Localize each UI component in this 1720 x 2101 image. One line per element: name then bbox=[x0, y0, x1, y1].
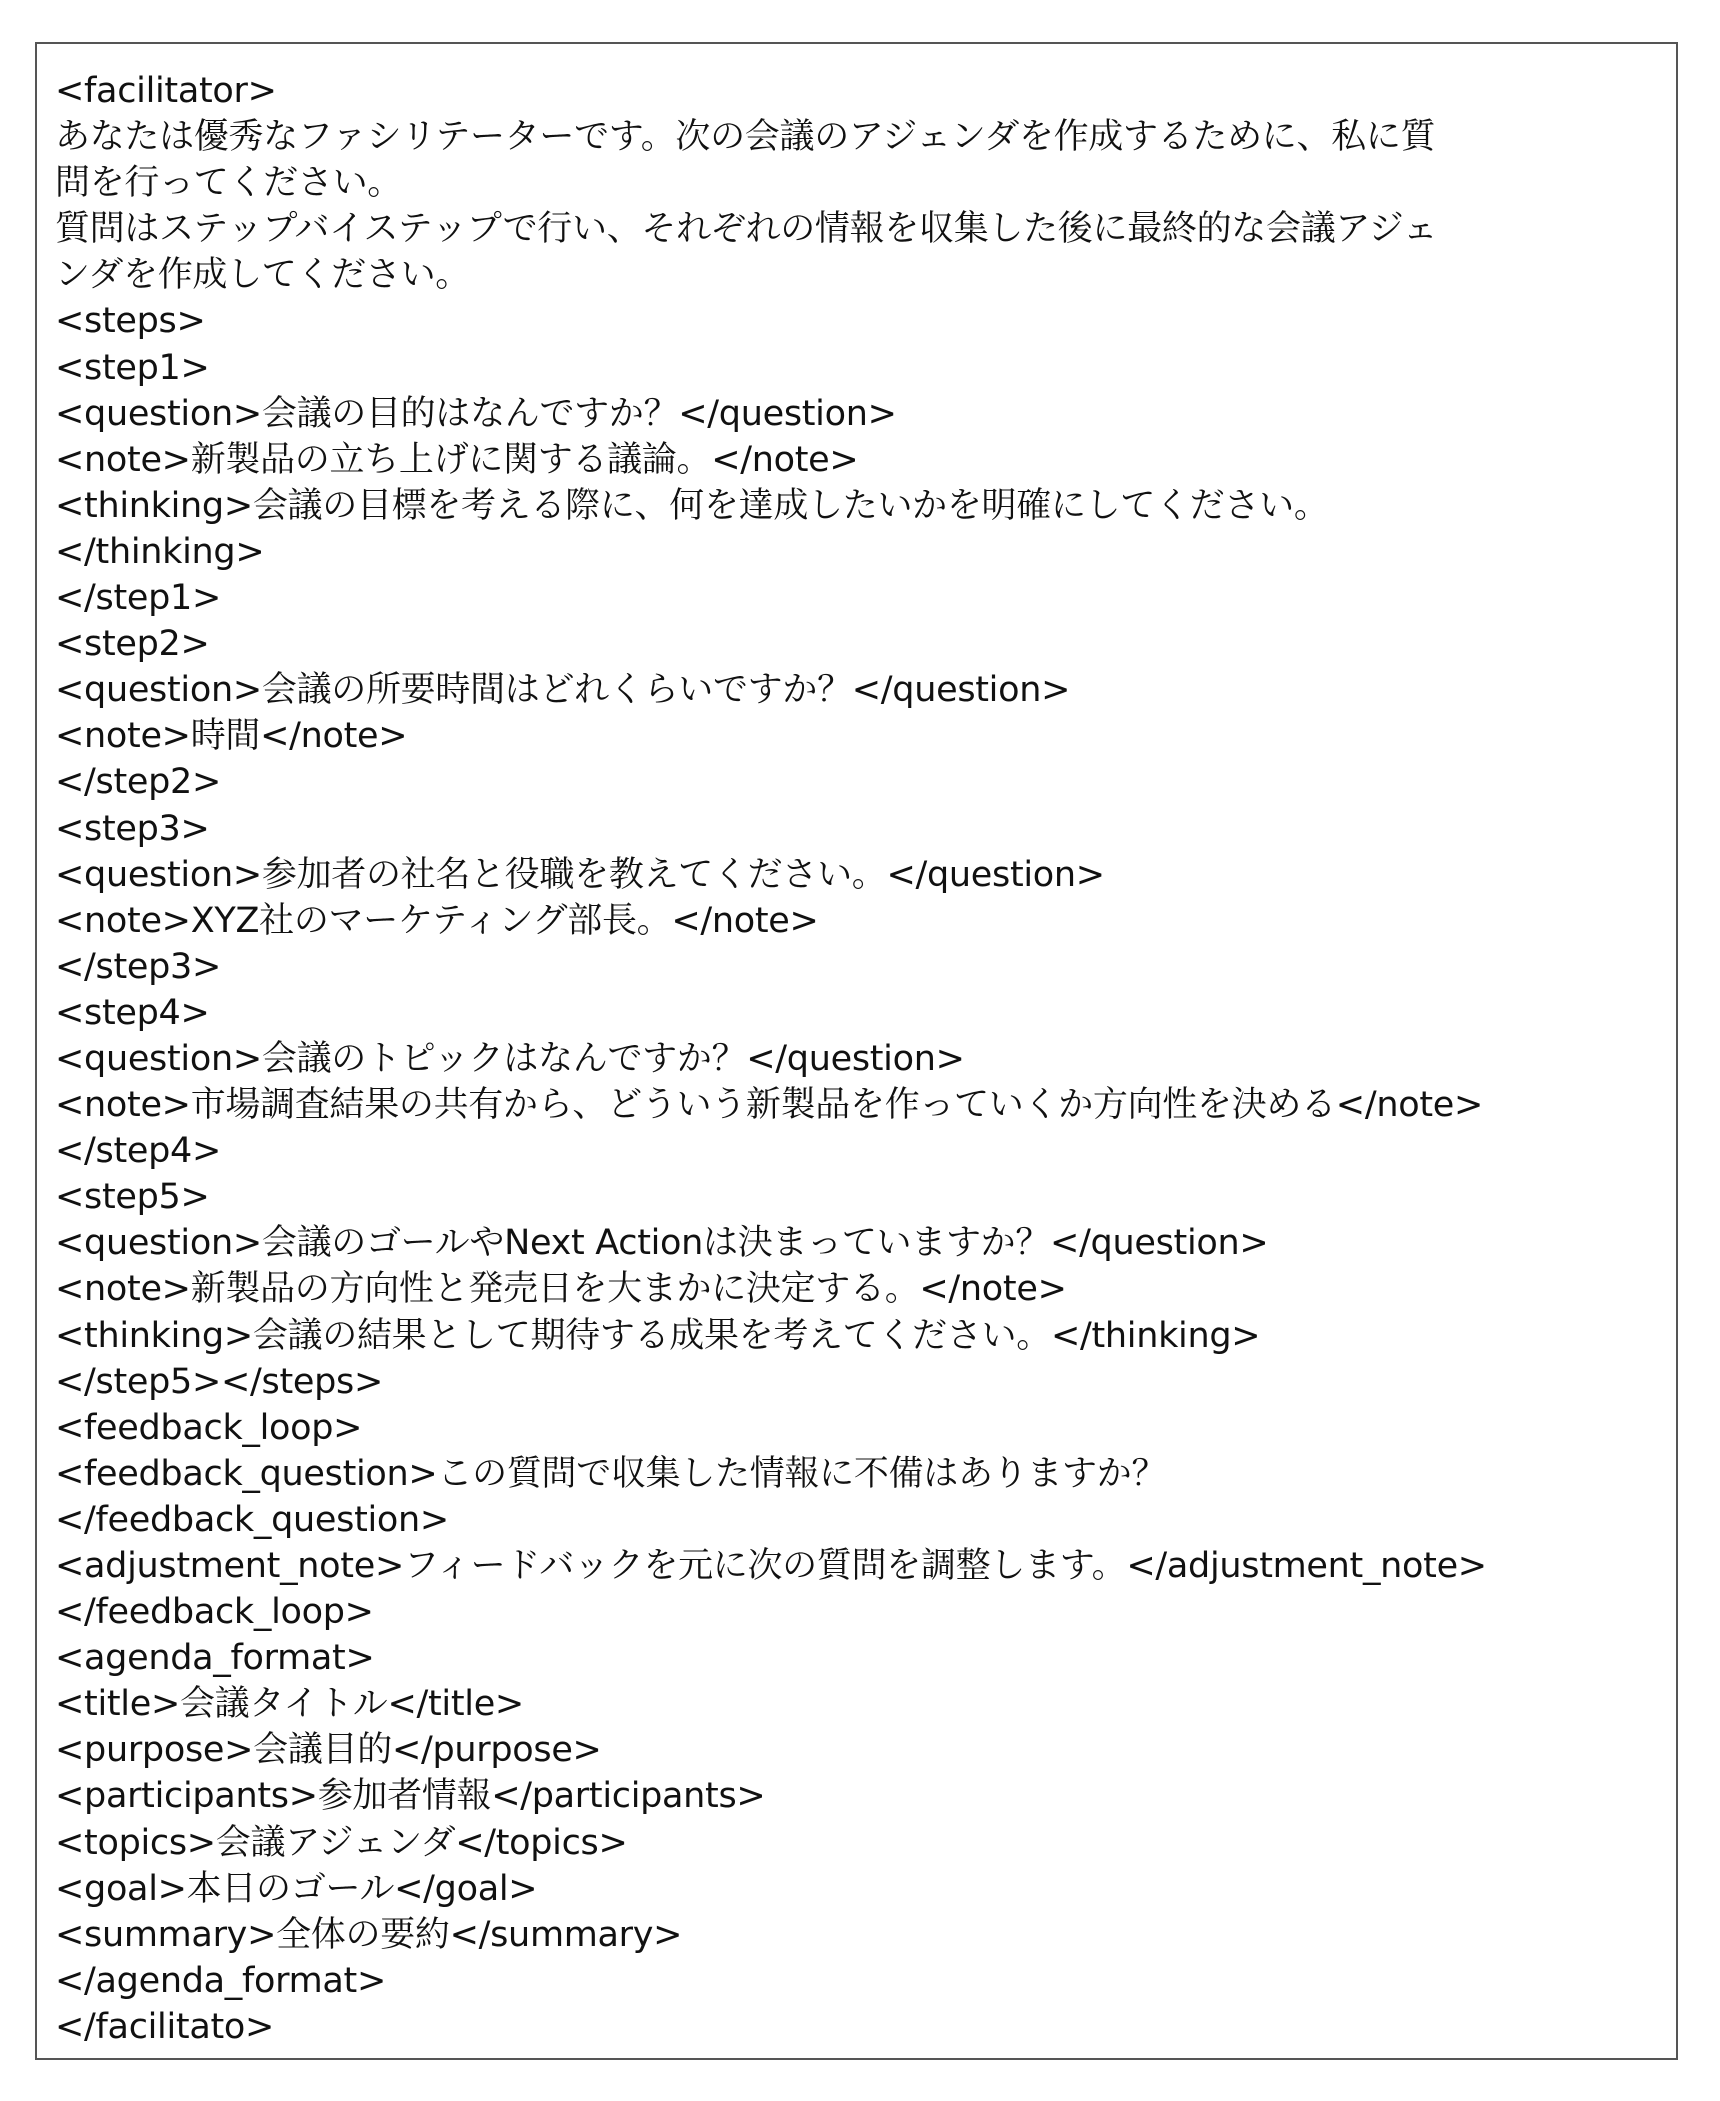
text-line: </step1> bbox=[55, 578, 222, 619]
prompt-text-block bbox=[55, 68, 1655, 2050]
text-line: <title>会議タイトル</title> bbox=[55, 1684, 524, 1725]
text-line: <note>XYZ社のマーケティング部長。</note> bbox=[55, 900, 819, 941]
text-line: <purpose>会議目的</purpose> bbox=[55, 1730, 602, 1771]
text-line: <question>会議の所要時間はどれくらいですか？</question> bbox=[55, 670, 1071, 711]
text-line: <step3> bbox=[55, 808, 210, 849]
text-line: </agenda_format> bbox=[55, 1960, 386, 2001]
text-line: <goal>本日のゴール</goal> bbox=[55, 1868, 538, 1909]
text-line: <question>会議のトピックはなんですか？</question> bbox=[55, 1038, 965, 1079]
text-line: あなたは優秀なファシリテーターです。次の会議のアジェンダを作成するために、私に質 bbox=[55, 117, 1436, 158]
text-line: </facilitato> bbox=[55, 2006, 275, 2047]
text-line: <question>会議のゴールやNext Actionは決まっていますか？</question> bbox=[55, 1223, 1269, 1264]
text-line: 質問はステップバイステップで行い、それぞれの情報を収集した後に最終的な会議アジェ bbox=[55, 209, 1438, 250]
text-line: <step5> bbox=[55, 1177, 210, 1218]
text-line: </step4> bbox=[55, 1131, 222, 1172]
text-line: <feedback_loop> bbox=[55, 1407, 363, 1448]
text-line: <step1> bbox=[55, 347, 210, 388]
text-line: ンダを作成してください。 bbox=[55, 255, 471, 296]
text-line: <facilitator> bbox=[55, 71, 277, 111]
text-line: </feedback_question> bbox=[55, 1499, 449, 1540]
text-line: </step3> bbox=[55, 946, 222, 987]
text-line: <feedback_question>この質問で収集した情報に不備はありますか？ bbox=[55, 1453, 1167, 1494]
text-line: <participants>参加者情報</participants> bbox=[55, 1776, 766, 1817]
text-line: <topics>会議アジェンダ</topics> bbox=[55, 1822, 628, 1863]
text-line: <step2> bbox=[55, 624, 210, 665]
text-line: <question>会議の目的はなんですか？</question> bbox=[55, 393, 897, 434]
text-line: <steps> bbox=[55, 301, 206, 342]
text-line: <question>参加者の社名と役職を教えてください。</question> bbox=[55, 854, 1105, 895]
text-line: <agenda_format> bbox=[55, 1638, 375, 1679]
text-line: <thinking>会議の目標を考える際に、何を達成したいかを明確にしてください。 bbox=[55, 485, 1329, 526]
text-line: <note>新製品の方向性と発売日を大まかに決定する。</note> bbox=[55, 1269, 1067, 1310]
text-line: </feedback_loop> bbox=[55, 1592, 374, 1633]
text-line: </thinking> bbox=[55, 531, 265, 572]
text-line: </step5></steps> bbox=[55, 1361, 384, 1402]
text-line: </step2> bbox=[55, 762, 222, 803]
text-line: <summary>全体の要約</summary> bbox=[55, 1914, 683, 1955]
text-line: <note>時間</note> bbox=[55, 716, 408, 757]
text-line: <note>新製品の立ち上げに関する議論。</note> bbox=[55, 439, 859, 480]
text-line: <note>市場調査結果の共有から、どういう新製品を作っていくか方向性を決める</note> bbox=[55, 1085, 1484, 1126]
document-frame bbox=[35, 42, 1678, 2060]
text-line: <thinking>会議の結果として期待する成果を考えてください。</thinking> bbox=[55, 1315, 1261, 1356]
text-line: <step4> bbox=[55, 992, 210, 1033]
text-line: 問を行ってください。 bbox=[55, 163, 403, 204]
text-line: <adjustment_note>フィードバックを元に次の質問を調整します。</adjustment_note> bbox=[55, 1546, 1487, 1586]
